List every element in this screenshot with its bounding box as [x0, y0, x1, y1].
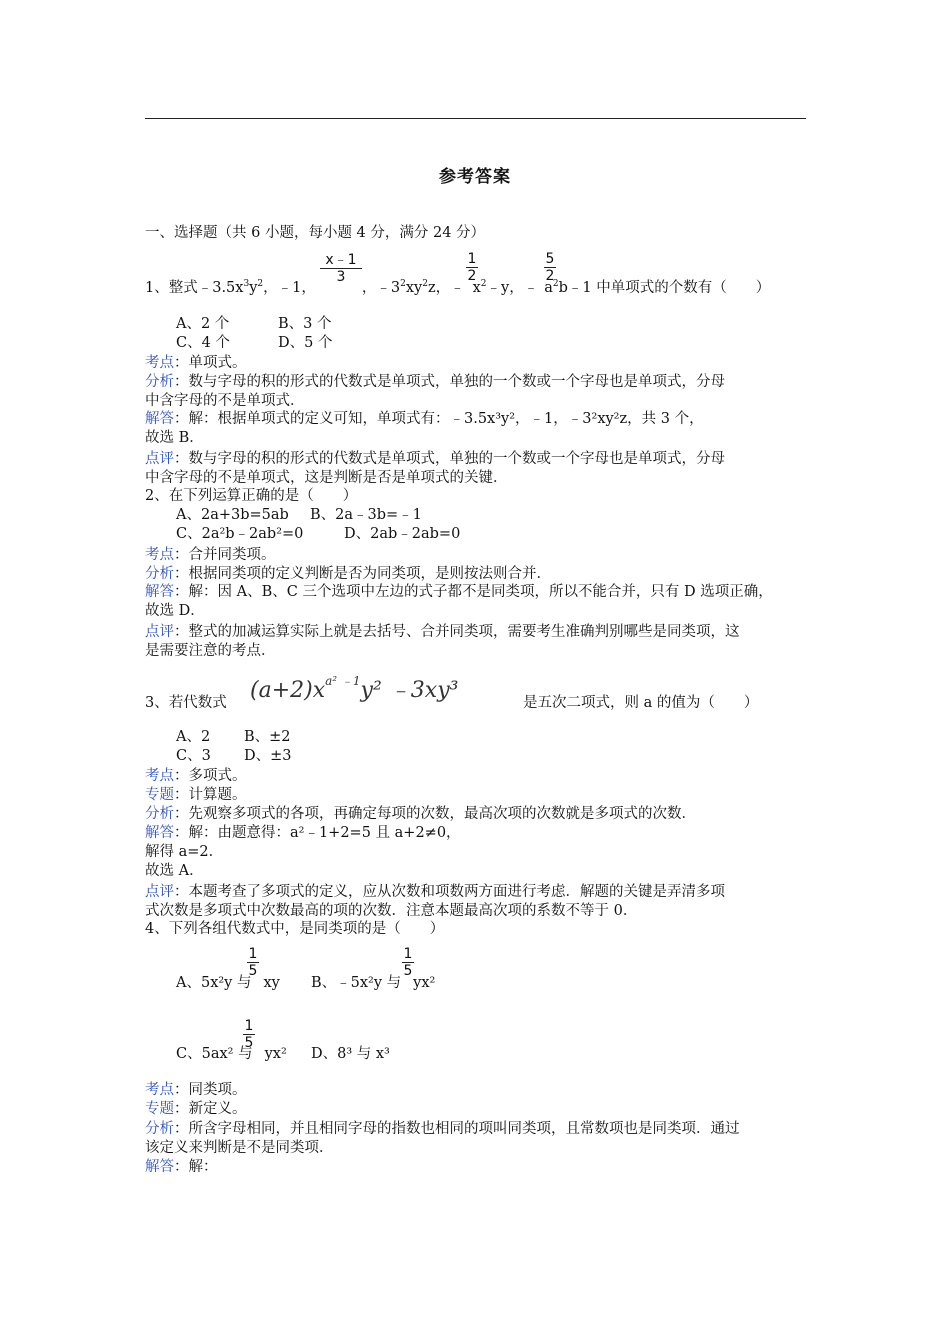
q1-options-row-2 — [176, 334, 332, 353]
q1-dianping-line-2: 中含字母的不是单项式，这是判断是否是单项式的关键． — [145, 470, 508, 486]
q1-option-d[interactable]: D、5 个 — [278, 335, 333, 351]
q1-conclusion: 故选 B． — [145, 430, 204, 446]
q1-options-row-1 — [176, 315, 332, 334]
q4-option-b[interactable]: B、﹣5x²y 与 yx² — [311, 975, 436, 991]
q2-jieda: 解答：解：因 A、B、C 三个选项中左边的式子都不是同类项，所以不能合并，只有 D 选项正确， — [145, 584, 773, 600]
q3-jieda: 解答：解：由题意得：a²﹣1+2=5 且 a+2≠0， — [145, 825, 461, 841]
fraction-five-halves: 5 2 — [545, 251, 555, 284]
q4-option-c[interactable]: C、5ax² 与 yx² — [176, 1046, 287, 1062]
q3-expression: $(a+2)x^{a^2 ﹣1}y^2$ ﹣3xy³ — [250, 674, 459, 703]
q2-options-row-2 — [176, 525, 460, 544]
q3-option-b[interactable]: B、±2 — [244, 729, 291, 745]
q2-dianping-line-2: 是需要注意的考点． — [145, 643, 276, 659]
q2-option-c[interactable]: C、2a²b﹣2ab²=0 — [176, 526, 304, 542]
fraction-numerator: x﹣1 — [325, 252, 357, 268]
q4-zhuanti: 专题：新定义。 — [145, 1101, 247, 1117]
q1-fenxi-line-2: 中含字母的不是单项式． — [145, 393, 305, 409]
q4-fraction-c: 1 5 — [244, 1018, 254, 1051]
q3-stem-prefix: 3、若代数式 — [145, 695, 227, 711]
q3-kaodian: 考点：多项式。 — [145, 768, 247, 784]
section-heading: 一、选择题（共 6 小题，每小题 4 分，满分 24 分） — [145, 225, 486, 241]
page-title: 参考答案 — [439, 167, 511, 187]
q3-option-c[interactable]: C、3 — [176, 748, 211, 764]
q1-kaodian: 考点：单项式。 — [145, 355, 247, 371]
q3-options-row-2 — [176, 747, 292, 766]
q3-dianping-line-1: 点评：本题考查了多项式的定义，应从次数和项数两方面进行考虑．解题的关键是弄清多项 — [145, 884, 725, 900]
q3-options-row-1 — [176, 728, 291, 747]
q2-option-b[interactable]: B、2a﹣3b=﹣1 — [310, 507, 422, 523]
header-rule — [145, 118, 806, 119]
q3-dianping-line-2: 式次数是多项式中次数最高的项的次数．注意本题最高次项的系数不等于 0． — [145, 903, 638, 919]
q3-option-a[interactable]: A、2 — [176, 729, 211, 745]
q3-option-d[interactable]: D、±3 — [244, 748, 292, 764]
q1-fenxi-line-1: 分析：数与字母的积的形式的代数式是单项式，单独的一个数或一个字母也是单项式，分母 — [145, 374, 725, 390]
fraction-denominator: 3 — [336, 269, 346, 285]
q2-option-a[interactable]: A、2a+3b=5ab — [176, 507, 289, 523]
q3-solve: 解得 a=2． — [145, 844, 224, 860]
q4-fraction-b: 1 5 — [403, 946, 413, 979]
q1-jieda: 解答：解：根据单项式的定义可知，单项式有：﹣3.5x³y²，﹣1，﹣3²xy²z，共 3 个， — [145, 411, 704, 427]
q1-dianping-line-1: 点评：数与字母的积的形式的代数式是单项式，单独的一个数或一个字母也是单项式，分母 — [145, 451, 725, 467]
q2-fenxi: 分析：根据同类项的定义判断是否为同类项，是则按法则合并． — [145, 566, 551, 582]
q1-option-a[interactable]: A、2 个 — [176, 316, 230, 332]
q1-option-c[interactable]: C、4 个 — [176, 335, 230, 351]
q1-stem: 1、整式$﹣3.5x^3y^2$，﹣1， ，$﹣3^2xy^2z$，﹣ $x^2﹣y$，﹣ $a^2b﹣1$ 中单项式的个数有（ ） — [145, 279, 771, 296]
q3-zhuanti: 专题：计算题。 — [145, 787, 247, 803]
q4-fenxi-line-1: 分析：所含字母相同，并且相同字母的指数也相同的项叫同类项，且常数项也是同类项．通过 — [145, 1121, 740, 1137]
q4-fraction-a: 1 5 — [248, 946, 258, 979]
fraction-one-half: 1 2 — [467, 251, 477, 284]
q1-option-b[interactable]: B、3 个 — [278, 316, 332, 332]
q3-stem-suffix: 是五次二项式，则 a 的值为（ ） — [523, 695, 759, 711]
q4-fenxi-line-2: 该定义来判断是不是同类项． — [145, 1140, 334, 1156]
q2-stem: 2、在下列运算正确的是（ ） — [145, 488, 358, 504]
q2-option-d[interactable]: D、2ab﹣2ab=0 — [344, 526, 461, 542]
q4-option-a[interactable]: A、5x²y 与 xy — [176, 975, 280, 991]
q4-option-d[interactable]: D、8³ 与 x³ — [311, 1046, 390, 1062]
q4-jieda: 解答：解： — [145, 1159, 218, 1175]
q4-options-row-1 — [176, 974, 435, 993]
q3-fenxi: 分析：先观察多项式的各项，再确定每项的次数，最高次项的次数就是多项式的次数． — [145, 806, 696, 822]
q2-conclusion: 故选 D． — [145, 603, 205, 619]
q4-options-row-2 — [176, 1045, 390, 1064]
q4-stem: 4、下列各组代数式中，是同类项的是（ ） — [145, 921, 445, 937]
q2-dianping-line-1: 点评：整式的加减运算实际上就是去括号、合并同类项，需要考生准确判别哪些是同类项，这 — [145, 624, 740, 640]
q2-kaodian: 考点：合并同类项。 — [145, 547, 276, 563]
q3-conclusion: 故选 A． — [145, 863, 204, 879]
q2-options-row-1 — [176, 506, 422, 525]
q4-kaodian: 考点：同类项。 — [145, 1082, 247, 1098]
